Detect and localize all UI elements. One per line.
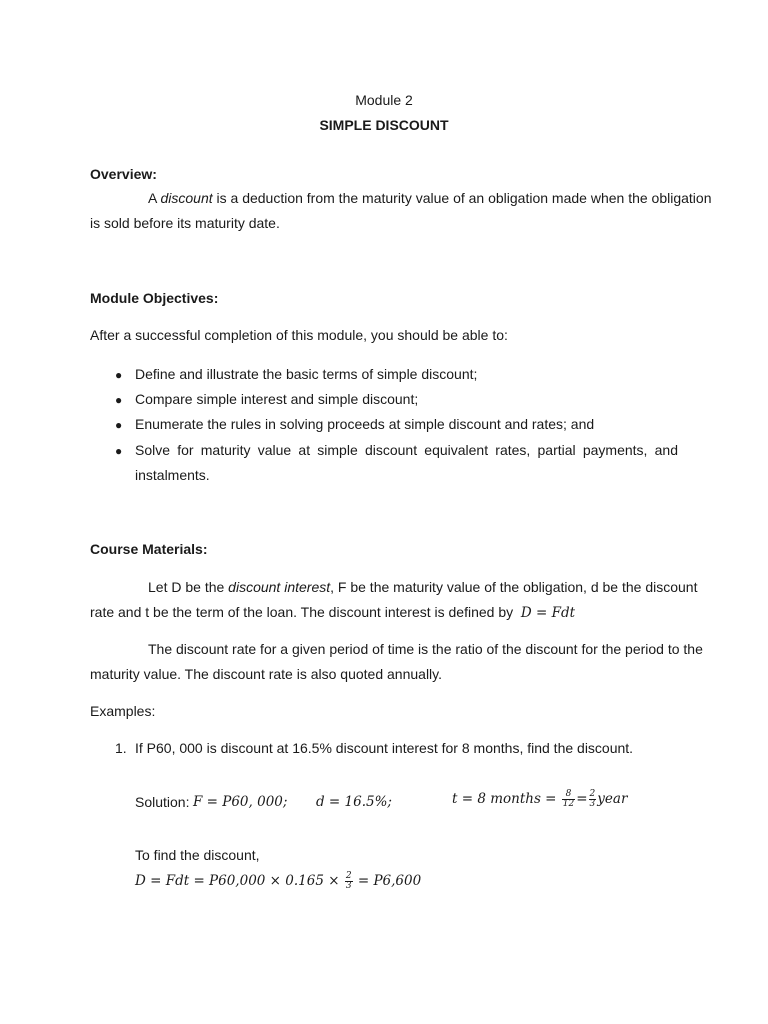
objective-item: Enumerate the rules in solving proceeds at simple discount and rates; and xyxy=(135,416,595,432)
solution-t-pre: t = 8 months = xyxy=(452,791,557,807)
fraction-numerator: 2 xyxy=(345,871,352,881)
solution-t-value: t = 8 months = $\frac{8}{12}$ = $\frac{2}{3}$ year xyxy=(452,789,628,809)
objective-item: Define and illustrate the basic terms of simple discount; xyxy=(135,366,478,382)
materials-p2-line-2: maturity value. The discount rate is also quoted annually. xyxy=(90,666,443,682)
materials-p1-post: , F be the maturity value of the obligation, d be the discount xyxy=(330,579,698,595)
fraction-denominator: 3 xyxy=(345,881,352,891)
example-1-text: If P60, 000 is discount at 16.5% discount interest for 8 months, find the discount. xyxy=(135,740,634,756)
fraction-numerator: 8 xyxy=(562,790,575,800)
materials-p2-line-1: The discount rate for a given period of time is the ratio of the discount for the period to the xyxy=(148,641,703,657)
overview-line-1-post: is a deduction from the maturity value of an obligation made when the obligation xyxy=(212,190,712,206)
fraction-denominator: 3 xyxy=(589,799,596,809)
discount-formula: D = Fdt xyxy=(520,605,576,621)
find-discount-label: To find the discount, xyxy=(135,847,260,863)
fraction-8-12 xyxy=(562,790,575,809)
solution-d-value: d = 16.5%; xyxy=(316,794,392,810)
solution-f-value: F = P60, 000; xyxy=(193,794,288,810)
calculation-result: = P6,600 xyxy=(357,873,422,889)
page-title: SIMPLE DISCOUNT xyxy=(319,117,449,133)
solution-label: Solution: xyxy=(135,794,190,810)
module-number: Module 2 xyxy=(355,92,413,108)
bullet-dot: ● xyxy=(115,418,123,432)
bullet-dot: ● xyxy=(115,444,123,458)
materials-p1-pre: Let D be the xyxy=(148,579,229,595)
bullet-dot: ● xyxy=(115,368,123,382)
discount-calculation xyxy=(135,872,421,891)
discount-term: discount xyxy=(160,190,213,206)
fraction-numerator: 2 xyxy=(589,789,596,799)
materials-p1-line-2-text: rate and t be the term of the loan. The discount interest is defined by xyxy=(90,604,514,620)
objectives-heading: Module Objectives: xyxy=(90,290,219,306)
materials-p1-line-1 xyxy=(148,579,697,595)
objective-item-continuation: instalments. xyxy=(135,467,210,483)
calculation-pre: D = Fdt = P60,000 × 0.165 × xyxy=(135,873,340,889)
objective-item: Solve for maturity value at simple discount equivalent rates, partial payments, and xyxy=(135,442,678,458)
overview-heading: Overview: xyxy=(90,166,157,182)
discount-interest-term: discount interest xyxy=(228,579,331,595)
fraction-2-3 xyxy=(589,790,597,809)
bullet-dot: ● xyxy=(115,393,123,407)
example-number: 1. xyxy=(115,740,127,756)
objective-item: Compare simple interest and simple discount; xyxy=(135,391,419,407)
objectives-intro: After a successful completion of this module, you should be able to: xyxy=(90,327,508,343)
materials-p1-line-2 xyxy=(90,604,575,621)
fraction-denominator: 12 xyxy=(562,799,575,809)
examples-label: Examples: xyxy=(90,703,156,719)
materials-heading: Course Materials: xyxy=(90,541,208,557)
fraction-2-3 xyxy=(345,872,353,891)
overview-line-1-pre: A xyxy=(148,190,161,206)
solution-t-unit: year xyxy=(597,791,628,807)
overview-line-2: is sold before its maturity date. xyxy=(90,215,280,231)
overview-line-1 xyxy=(148,190,711,206)
